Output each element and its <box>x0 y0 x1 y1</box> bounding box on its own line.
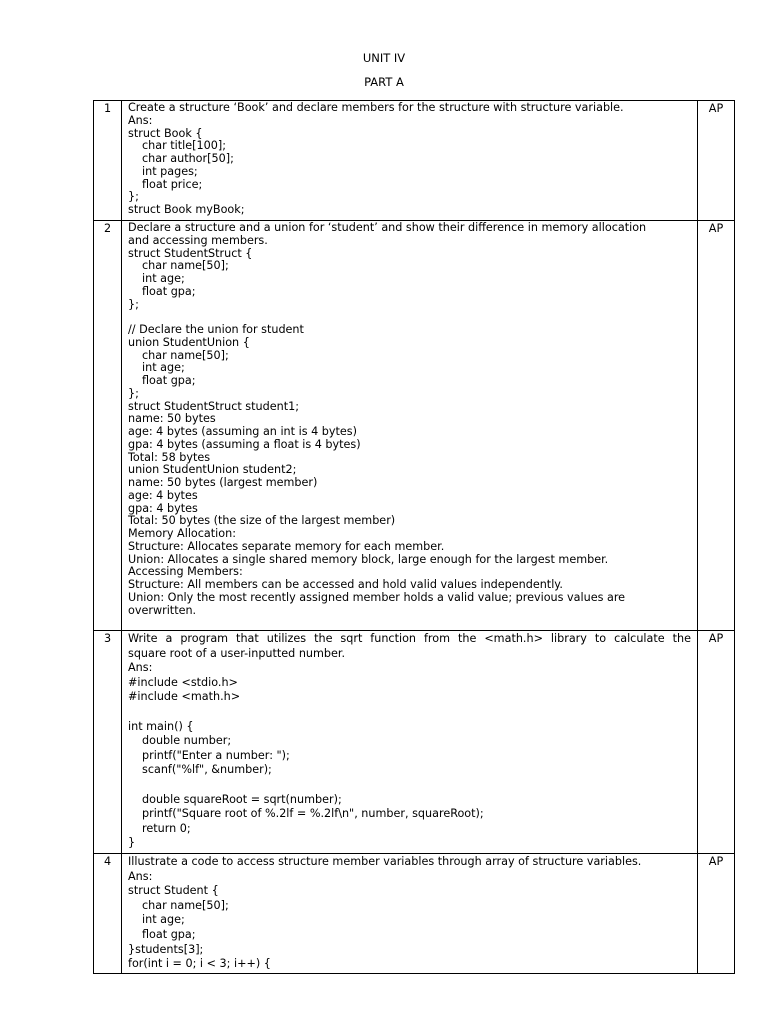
question-body <box>122 221 698 631</box>
code-line: float gpa; <box>142 284 196 298</box>
answer-line: Union: Only the most recently assigned member holds a valid value; previous values are <box>128 590 626 604</box>
unit-title: UNIT IV <box>362 51 406 65</box>
code-line: char author[50]; <box>142 152 234 165</box>
code-line: #include <stdio.h> <box>128 675 238 689</box>
code-line: } <box>128 836 136 850</box>
code-line: int main() { <box>128 719 194 733</box>
answer-line: gpa: 4 bytes (assuming a float is 4 bytes) <box>128 437 361 451</box>
code-line: float gpa; <box>142 374 196 387</box>
question-body <box>122 854 698 974</box>
question-row-4 <box>94 854 735 974</box>
answer-label: Ans: <box>128 661 153 675</box>
answer-line: gpa: 4 bytes <box>128 501 198 515</box>
question-text: Illustrate a code to access structure member variables through array of structure variables. <box>128 855 642 868</box>
code-line: int age; <box>142 361 185 375</box>
question-text: Write a program that utilizes the sqrt function from the <math.h> library to calculate the <box>128 632 691 645</box>
answer-line: Structure: All members can be accessed and hold valid values independently. <box>128 578 563 591</box>
code-line: }; <box>128 386 139 400</box>
code-line: struct Book { <box>128 126 203 140</box>
code-line: printf("Enter a number: "); <box>142 748 290 762</box>
question-table <box>93 100 735 974</box>
code-line: struct Student { <box>128 884 219 898</box>
code-comment: // Declare the union for student <box>128 323 304 336</box>
blank-line <box>128 778 691 793</box>
answer-line: Total: 50 bytes (the size of the largest member) <box>128 514 396 528</box>
code-line: #include <math.h> <box>128 690 241 704</box>
code-line: char title[100]; <box>142 139 226 153</box>
code-line: struct StudentStruct student1; <box>128 399 299 413</box>
question-text: and accessing members. <box>128 233 268 247</box>
answer-line: age: 4 bytes <box>128 488 198 502</box>
code-line: char name[50]; <box>142 898 229 912</box>
answer-line: name: 50 bytes (largest member) <box>128 476 318 489</box>
code-line: char name[50]; <box>142 259 229 273</box>
question-text: Declare a structure and a union for ‘student’ and show their difference in memory allocation <box>128 221 647 234</box>
bloom-level: AP <box>698 854 735 974</box>
question-number: 1 <box>94 101 122 221</box>
code-line: float gpa; <box>142 927 196 941</box>
question-row-1 <box>94 101 735 221</box>
code-line: }; <box>128 297 139 311</box>
answer-line: Union: Allocates a single shared memory block, large enough for the largest member. <box>128 552 609 566</box>
code-line: int pages; <box>142 164 198 178</box>
code-line: double squareRoot = sqrt(number); <box>142 792 342 806</box>
code-line: struct Book myBook; <box>128 203 245 216</box>
code-line: scanf("%lf", &number); <box>142 763 272 777</box>
bloom-level: AP <box>698 221 735 631</box>
question-number: 2 <box>94 221 122 631</box>
code-line: }students[3]; <box>128 942 204 956</box>
bloom-level: AP <box>698 631 735 854</box>
question-number: 3 <box>94 631 122 854</box>
code-line: printf("Square root of %.2lf = %.2lf\n", number, squareRoot); <box>142 807 484 821</box>
answer-line: Accessing Members: <box>128 565 243 579</box>
question-text: Create a structure ‘Book’ and declare members for the structure with structure variable. <box>128 101 624 114</box>
answer-label: Ans: <box>128 869 153 883</box>
answer-line: Total: 58 bytes <box>128 450 211 464</box>
question-number: 4 <box>94 854 122 974</box>
code-line: float price; <box>142 177 203 191</box>
code-line: union StudentUnion student2; <box>128 463 297 477</box>
answer-line: name: 50 bytes <box>128 412 216 426</box>
blank-line <box>128 705 691 720</box>
code-line: for(int i = 0; i < 3; i++) { <box>128 957 271 971</box>
code-line: union StudentUnion { <box>128 335 250 349</box>
code-line: int age; <box>142 913 185 927</box>
code-line: double number; <box>142 734 232 748</box>
code-line: return 0; <box>142 821 191 835</box>
answer-line: Structure: Allocates separate memory for each member. <box>128 539 445 553</box>
part-title: PART A <box>364 75 404 89</box>
question-body <box>122 631 698 854</box>
code-line: struct StudentStruct { <box>128 246 253 260</box>
question-text: square root of a user-inputted number. <box>128 646 346 660</box>
question-row-3 <box>94 631 735 854</box>
question-body <box>122 101 698 221</box>
answer-line: age: 4 bytes (assuming an int is 4 bytes) <box>128 425 357 438</box>
answer-line: Memory Allocation: <box>128 527 236 540</box>
code-line: }; <box>128 190 139 204</box>
question-row-2 <box>94 221 735 631</box>
answer-line: overwritten. <box>128 603 197 617</box>
answer-label: Ans: <box>128 113 153 127</box>
bloom-level: AP <box>698 101 735 221</box>
code-line: int age; <box>142 272 185 285</box>
code-line: char name[50]; <box>142 348 229 362</box>
